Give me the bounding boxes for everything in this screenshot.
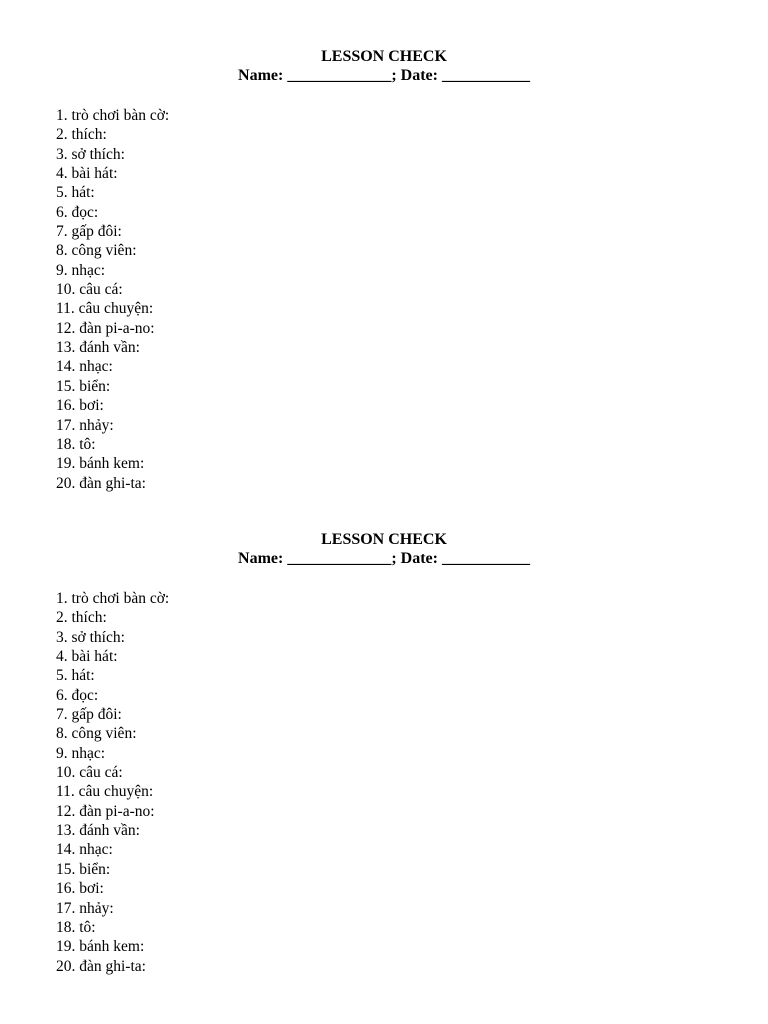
list-item: 14. nhạc: <box>56 358 113 376</box>
list-item: 18. tô: <box>56 435 96 453</box>
list-item: 4. bài hát: <box>56 165 118 183</box>
list-item: 2. thích: <box>56 609 107 627</box>
list-item: 3. sở thích: <box>56 145 125 163</box>
vocabulary-list <box>0 106 768 493</box>
name-date-line: Name: _____________; Date: ___________ <box>238 67 530 84</box>
list-item: 16. bơi: <box>56 880 104 898</box>
list-item: 6. đọc: <box>56 203 99 221</box>
section-title: LESSON CHECK <box>321 48 447 65</box>
list-item: 2. thích: <box>56 126 107 144</box>
list-item: 11. câu chuyện: <box>56 300 154 318</box>
list-item: 10. câu cá: <box>56 764 123 782</box>
list-item: 5. hát: <box>56 184 95 202</box>
list-item: 18. tô: <box>56 918 96 936</box>
list-item: 11. câu chuyện: <box>56 783 154 801</box>
list-item: 9. nhạc: <box>56 261 106 279</box>
vocabulary-list <box>0 589 768 976</box>
list-item: 14. nhạc: <box>56 841 113 859</box>
section-title: LESSON CHECK <box>321 531 447 548</box>
list-item: 3. sở thích: <box>56 628 125 646</box>
list-item: 13. đánh vần: <box>56 822 140 840</box>
list-item: 15. biển: <box>56 860 111 878</box>
list-item: 6. đọc: <box>56 686 99 704</box>
list-item: 15. biển: <box>56 377 111 395</box>
list-item: 17. nhảy: <box>56 899 114 917</box>
list-item: 10. câu cá: <box>56 281 123 299</box>
list-item: 13. đánh vần: <box>56 339 140 357</box>
lesson-check-section-1 <box>0 47 768 493</box>
list-item: 19. bánh kem: <box>56 455 145 473</box>
list-item: 20. đàn ghi-ta: <box>56 474 146 492</box>
list-item: 9. nhạc: <box>56 744 106 762</box>
list-item: 1. trò chơi bàn cờ: <box>56 107 170 124</box>
list-item: 1. trò chơi bàn cờ: <box>56 590 170 607</box>
list-item: 16. bơi: <box>56 397 104 415</box>
list-item: 4. bài hát: <box>56 648 118 666</box>
list-item: 17. nhảy: <box>56 416 114 434</box>
name-date-line: Name: _____________; Date: ___________ <box>238 550 530 567</box>
list-item: 20. đàn ghi-ta: <box>56 957 146 975</box>
list-item: 7. gấp đôi: <box>56 706 122 724</box>
list-item: 8. công viên: <box>56 242 137 260</box>
lesson-check-section-2 <box>0 530 768 976</box>
list-item: 12. đàn pi-a-no: <box>56 802 155 820</box>
list-item: 19. bánh kem: <box>56 938 145 956</box>
list-item: 5. hát: <box>56 667 95 685</box>
list-item: 8. công viên: <box>56 725 137 743</box>
list-item: 7. gấp đôi: <box>56 223 122 241</box>
list-item: 12. đàn pi-a-no: <box>56 319 155 337</box>
